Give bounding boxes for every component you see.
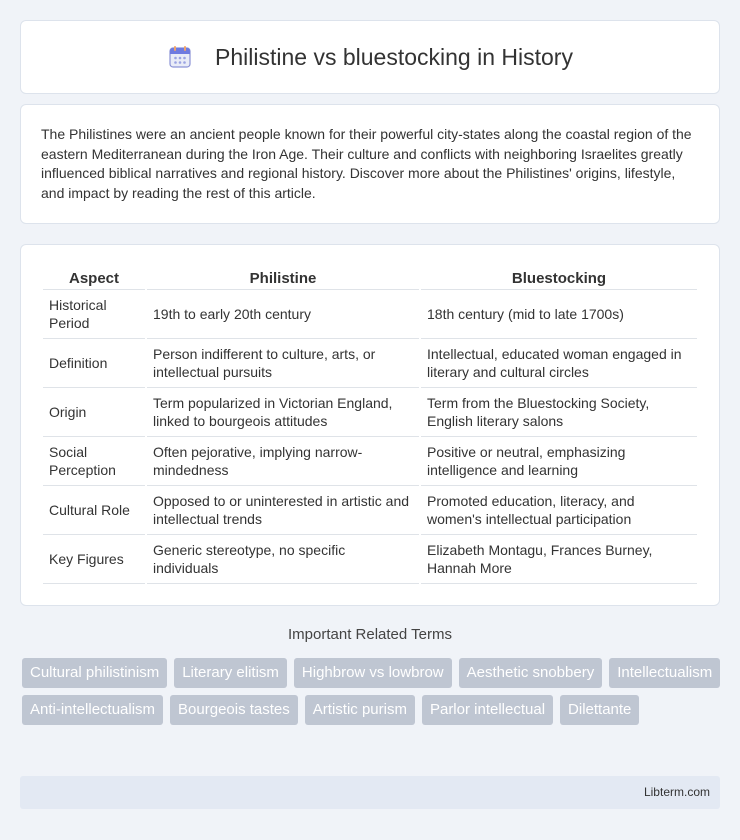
- header-aspect: Aspect: [43, 265, 145, 290]
- footer: [20, 776, 720, 809]
- related-term-tag[interactable]: Cultural philistinism: [22, 658, 167, 688]
- bluestocking-cell: Promoted education, literacy, and women's intellectual participation: [421, 486, 697, 535]
- table-row: [43, 486, 697, 535]
- related-term-tag[interactable]: Parlor intellectual: [422, 695, 553, 725]
- philistine-cell: Person indifferent to culture, arts, or intellectual pursuits: [147, 339, 419, 388]
- related-term-tag[interactable]: Dilettante: [560, 695, 639, 725]
- header-bluestocking: Bluestocking: [421, 265, 697, 290]
- aspect-cell: Key Figures: [43, 535, 145, 584]
- aspect-cell: Historical Period: [43, 290, 145, 339]
- bluestocking-cell: Intellectual, educated woman engaged in literary and cultural circles: [421, 339, 697, 388]
- related-term-tag[interactable]: Intellectualism: [609, 658, 720, 688]
- header-philistine: Philistine: [147, 265, 419, 290]
- title-card: [20, 20, 720, 94]
- philistine-cell: 19th to early 20th century: [147, 290, 419, 339]
- related-term-tag[interactable]: Highbrow vs lowbrow: [294, 658, 452, 688]
- footer-site-link[interactable]: Libterm.com: [643, 785, 710, 799]
- related-term-tag[interactable]: Anti-intellectualism: [22, 695, 163, 725]
- aspect-cell: Cultural Role: [43, 486, 145, 535]
- related-term-tag[interactable]: Aesthetic snobbery: [459, 658, 603, 688]
- bluestocking-cell: Term from the Bluestocking Society, English literary salons: [421, 388, 697, 437]
- table-row: [43, 388, 697, 437]
- page-title: Philistine vs bluestocking in History: [215, 43, 573, 70]
- table-header-row: [43, 265, 697, 290]
- bluestocking-cell: Elizabeth Montagu, Frances Burney, Hannah More: [421, 535, 697, 584]
- intro-paragraph: The Philistines were an ancient people known for their powerful city-states along the coastal region of the eastern Mediterranean during the Iron Age. Their culture and conflicts with neighboring Israelites greatly influenced biblical narratives and regional history. Discover more about the Philistines' origins, lifestyle, and impact by reading the rest of this article.: [41, 126, 692, 201]
- philistine-cell: Often pejorative, implying narrow-mindedness: [147, 437, 419, 486]
- related-term-tag[interactable]: Bourgeois tastes: [170, 695, 298, 725]
- aspect-cell: Social Perception: [43, 437, 145, 486]
- aspect-cell: Definition: [43, 339, 145, 388]
- related-term-tag[interactable]: Literary elitism: [174, 658, 287, 688]
- philistine-cell: Generic stereotype, no specific individuals: [147, 535, 419, 584]
- related-term-tag[interactable]: Artistic purism: [305, 695, 415, 725]
- table-row: [43, 437, 697, 486]
- calendar-icon: [167, 44, 193, 70]
- philistine-cell: Term popularized in Victorian England, linked to bourgeois attitudes: [147, 388, 419, 437]
- comparison-card: [20, 244, 720, 606]
- intro-card: [20, 104, 720, 224]
- table-row: [43, 339, 697, 388]
- philistine-cell: Opposed to or uninterested in artistic and intellectual trends: [147, 486, 419, 535]
- bluestocking-cell: Positive or neutral, emphasizing intelligence and learning: [421, 437, 697, 486]
- bluestocking-cell: 18th century (mid to late 1700s): [421, 290, 697, 339]
- table-row: [43, 535, 697, 584]
- comparison-table: [41, 265, 699, 584]
- table-row: [43, 290, 697, 339]
- related-terms-list: [22, 658, 722, 725]
- related-terms-heading: Important Related Terms: [288, 626, 452, 643]
- aspect-cell: Origin: [43, 388, 145, 437]
